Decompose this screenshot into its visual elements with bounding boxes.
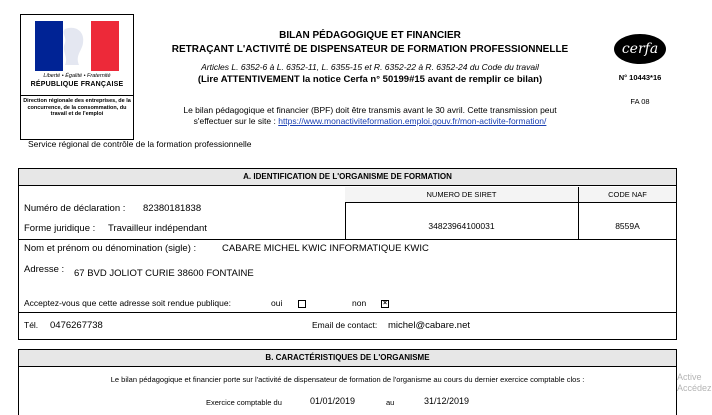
- siret-header-rule: [345, 202, 676, 203]
- exercise-label: Exercice comptable du: [206, 398, 282, 407]
- legal-form-label: Forme juridique :: [24, 223, 96, 234]
- exercise-end-date-field[interactable]: 31/12/2019: [424, 396, 470, 406]
- watermark-line-1: Active: [677, 372, 702, 382]
- public-row-rule: [18, 312, 677, 313]
- direction-regionale-text: Direction régionale des entreprises, de la concurrence, de la consommation, du travail et de l'emploi: [23, 98, 131, 118]
- declaration-number-field[interactable]: 82380181838: [143, 203, 202, 214]
- transmission-site-line: [130, 116, 610, 126]
- email-field[interactable]: michel@cabare.net: [388, 320, 470, 331]
- exercise-au-label: au: [386, 398, 395, 407]
- address-field[interactable]: 67 BVD JOLIOT CURIE 38600 FONTAINE: [74, 268, 254, 279]
- form-code: FA 08: [630, 97, 650, 106]
- watermark-line-2: Accédez: [677, 383, 712, 393]
- identity-row-rule: [18, 239, 677, 240]
- form-subtitle: RETRAÇANT L'ACTIVITÉ DE DISPENSATEUR DE FORMATION PROFESSIONNELLE: [171, 44, 569, 55]
- address-label: Adresse :: [24, 264, 65, 275]
- siret-header: NUMERO DE SIRET: [345, 187, 578, 202]
- cerfa-logo: cerfa: [614, 34, 666, 64]
- section-b-description: Le bilan pédagogique et financier porte sur l'activité de dispensateur de formation de l'organisme au cours du dernier exercice comptable clos :: [110, 375, 585, 384]
- republic-motto: Liberté • Égalité • Fraternité: [43, 73, 111, 79]
- transmission-notice: Le bilan pédagogique et financier (BPF) doit être transmis avant le 30 avril. Cette transmission peut: [183, 105, 557, 115]
- marianne-flag-graphic: [35, 21, 119, 71]
- republic-name: RÉPUBLIQUE FRANÇAISE: [30, 81, 124, 88]
- siret-value[interactable]: 34823964100031: [428, 221, 495, 231]
- telephone-field[interactable]: 0476267738: [50, 320, 103, 331]
- email-label: Email de contact:: [312, 320, 378, 330]
- transmission-site-prefix: s'effectuer sur le site :: [193, 116, 279, 126]
- public-address-question: Acceptez-vous que cette adresse soit rendue publique:: [24, 298, 231, 308]
- organisation-name-field[interactable]: CABARE MICHEL KWIC INFORMATIQUE KWIC: [222, 243, 429, 254]
- telephone-label: Tél.: [24, 320, 39, 330]
- non-label: non: [352, 298, 367, 308]
- activation-watermark: [677, 372, 712, 394]
- exercise-start-date-field[interactable]: 01/01/2019: [310, 396, 356, 406]
- organisation-name-label: Nom et prénom ou dénomination (sigle) :: [24, 243, 197, 254]
- cerfa-number: N° 10443*16: [618, 73, 662, 82]
- notice-warning: (Lire ATTENTIVEMENT la notice Cerfa n° 50199#15 avant de remplir ce bilan): [197, 74, 543, 85]
- non-checkbox[interactable]: ×: [382, 300, 388, 307]
- service-regional-text: Service régional de contrôle de la formation professionnelle: [28, 139, 252, 149]
- mon-activite-formation-link[interactable]: https://www.monactiviteformation.emploi.gouv.fr/mon-activite-formation/: [278, 116, 547, 126]
- section-b-title: B. CARACTÉRISTIQUES DE L'ORGANISME: [18, 349, 677, 367]
- oui-checkbox[interactable]: [298, 300, 306, 308]
- oui-label: oui: [271, 298, 283, 308]
- naf-header: CODE NAF: [579, 187, 676, 202]
- form-title: BILAN PÉDAGOGIQUE ET FINANCIER: [279, 30, 461, 41]
- marianne-flag-icon: [35, 21, 119, 71]
- section-a-title: A. IDENTIFICATION DE L'ORGANISME DE FORMATION: [18, 168, 677, 186]
- legal-form-field[interactable]: Travailleur indépendant: [108, 223, 207, 234]
- naf-value[interactable]: 8559A: [615, 221, 640, 231]
- logo-divider: [21, 95, 133, 96]
- republique-francaise-logo: [20, 14, 134, 140]
- declaration-label: Numéro de déclaration :: [24, 203, 126, 214]
- legal-articles: Articles L. 6352-6 à L. 6352-11, L. 6355-15 et R. 6352-22 à R. 6352-24 du Code du travail: [201, 62, 539, 72]
